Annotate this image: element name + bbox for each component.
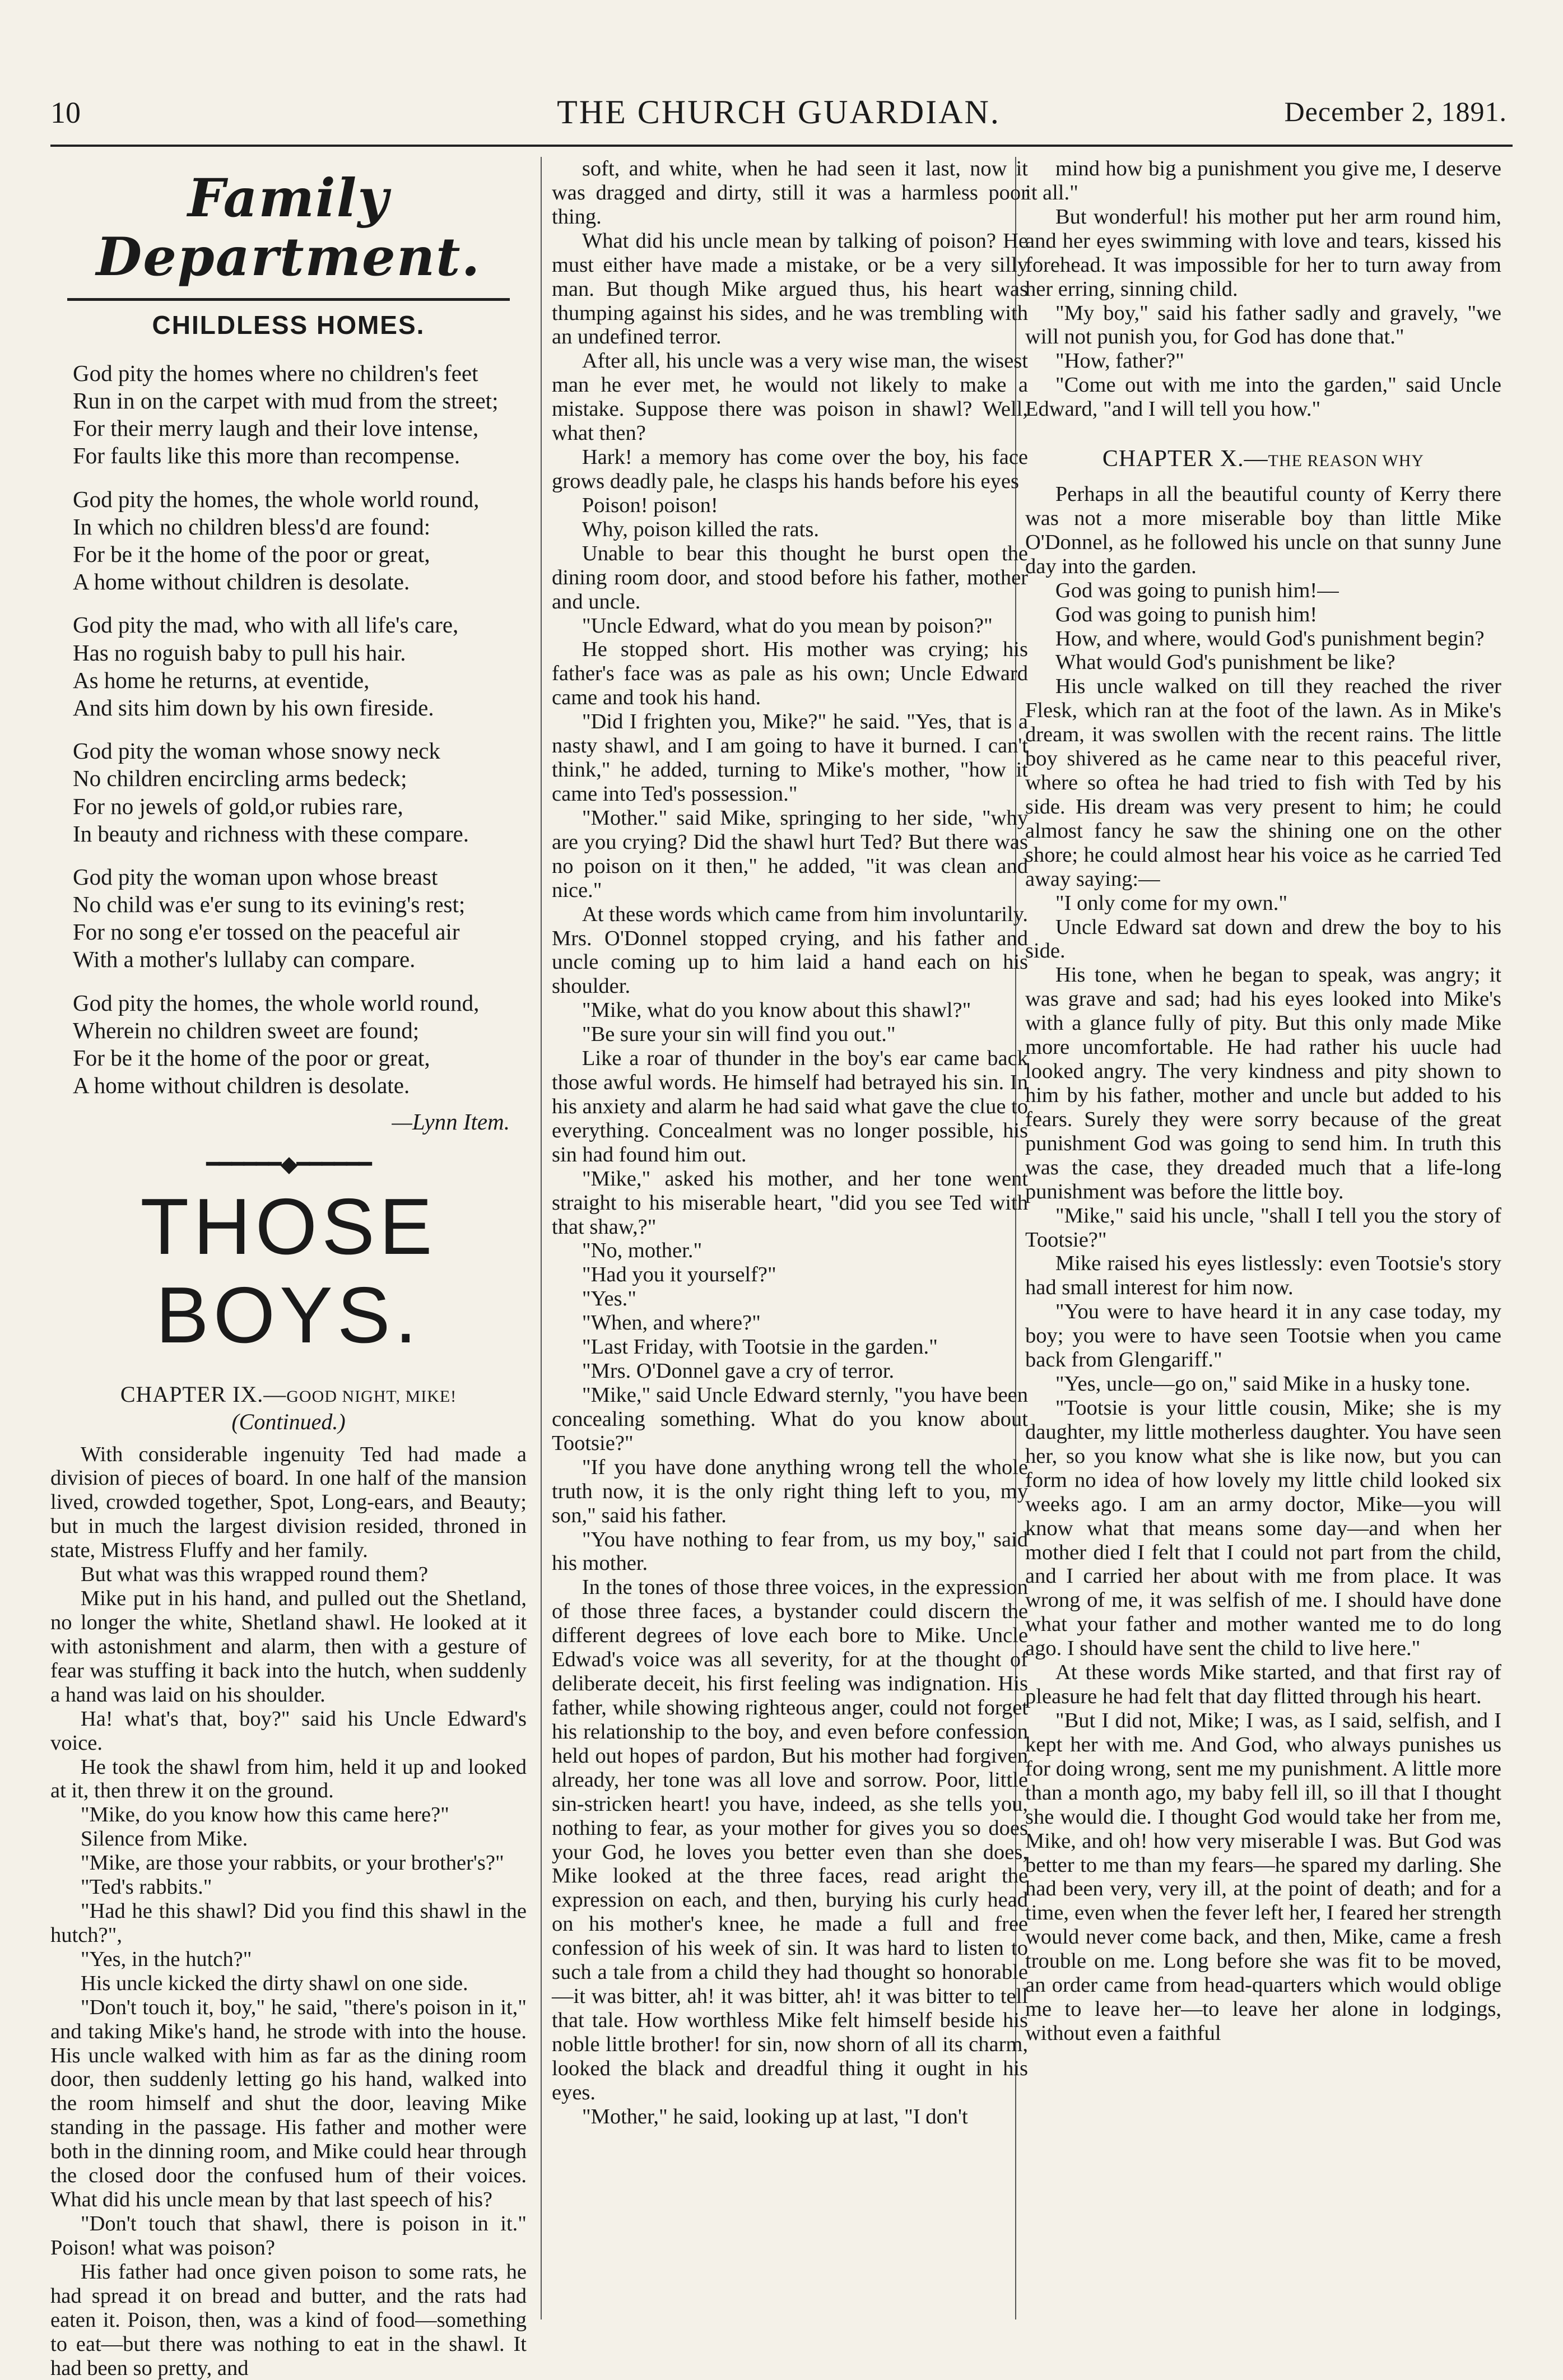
chapter-heading [1025, 446, 1501, 472]
poem-line: As home he returns, at eventide, [73, 667, 370, 693]
issue-date: December 2, 1891. [1284, 96, 1507, 127]
paragraph: "You have nothing to fear from, us my boy," said his mother. [552, 1527, 1028, 1575]
paragraph: He took the shawl from him, held it up and looked at it, then threw it on the ground. [50, 1755, 527, 1803]
poem-line: God pity the woman upon whose breast [73, 863, 438, 890]
paragraph: "Tootsie is your little cousin, Mike; she is my daughter, my little motherless daughter. You have seen her, so you know what she is like now, but you can form no idea of how lovely my little child looked six weeks ago. I am an army doctor, Mike—you will know what that means some day—and when her mother died I felt that I could not part from the child, and I carried her about with me from place. It was wrong of me, it was selfish of me. I should have done what your father and mother wanted me to do long ago. I should have sent the child to live here." [1025, 1396, 1501, 1661]
paragraph: "Mike, are those your rabbits, or your brother's?" [80, 1851, 504, 1875]
poem-line: A home without children is desolate. [73, 1072, 410, 1099]
paragraph: "Yes." [582, 1287, 636, 1311]
column-3-text-a [1025, 157, 1501, 421]
chapter-number: CHAPTER IX.— [120, 1382, 287, 1407]
poem-line: For faults like this more than recompense. [73, 443, 460, 469]
poem-line: God pity the mad, who with all life's care, [73, 612, 459, 638]
paragraph: But wonderful! his mother put her arm round him, and her eyes swimming with love and tears, kissed his forehead. It was impossible for her to turn away from her erring, sinning child. [1025, 204, 1501, 301]
paragraph: "Mike," said Uncle Edward sternly, "you have been concealing something. What do you know about Tootsie?" [552, 1383, 1028, 1455]
section-rule [67, 298, 510, 301]
paragraph: "You were to have heard it in any case today, my boy; you were to have seen Tootsie when you came back from Glengariff." [1025, 1300, 1501, 1372]
paragraph: Like a roar of thunder in the boy's ear came back those awful words. He himself had betrayed his sin. In his anxiety and alarm he had said what gave the clue to everything. Concealment was no longer possible, his sin had found him out. [552, 1047, 1028, 1166]
paragraph: "How, father?" [1055, 349, 1184, 373]
paragraph: But what was this wrapped round them? [80, 1563, 429, 1587]
poem-line: Has no roguish baby to pull his hair. [73, 639, 406, 666]
poem-line: God pity the homes where no children's feet [73, 360, 478, 386]
paragraph: "Had he this shawl? Did you find this shawl in the hutch?", [50, 1899, 527, 1947]
paragraph: "Be sure your sin will find you out." [582, 1022, 896, 1047]
poem-attribution: —Lynn Item. [392, 1109, 510, 1135]
poem-line: Wherein no children sweet are found; [73, 1017, 420, 1043]
paragraph: "Had you it yourself?" [582, 1263, 776, 1287]
poem-stanza [73, 360, 527, 470]
column-1 [50, 157, 527, 2380]
paragraph: "If you have done anything wrong tell the whole truth now, it is the only right thing left to you, my son," said his father. [552, 1455, 1028, 1527]
paragraph: "But I did not, Mike; I was, as I said, selfish, and I kept her with me. And God, who always punishes us for doing wrong, sent me my punishment. A little more than a month ago, my baby fell ill, so ill that I thought she would die. I thought God would take her from me, Mike, and oh! how very miserable I was. But God was better to me than my fears—he spared my darling. She had been very, very ill, at the point of death; and for a time, even when the fever left her, I feared her strength would never come back, and then, Mike, came a fresh trouble on me. Long before she was fit to be moved, an order came from head-quarters which would oblige me to leave her—to leave her alone in lodgings, without even a faithful [1025, 1708, 1501, 2045]
column-2 [552, 157, 1028, 2129]
paragraph: With considerable ingenuity Ted had made a division of pieces of board. In one half of the mansion lived, crowded together, Spot, Long-ears, and Beauty; but in much the largest division resided, throned in state, Mistress Fluffy and her family. [50, 1442, 527, 1563]
paragraph: "Mike," said his uncle, "shall I tell you the story of Tootsie?" [1025, 1203, 1501, 1252]
chapter-subtitle: THE REASON WHY [1268, 452, 1425, 471]
poem-line: For no song e'er tossed on the peaceful air [73, 919, 460, 945]
poem-line: God pity the homes, the whole world round, [73, 989, 480, 1016]
paragraph: Silence from Mike. [80, 1827, 248, 1851]
paragraph: After all, his uncle was a very wise man, the wisest man he ever met, he would not likely to make a mistake. Suppose there was poison in shawl? Well, what then? [552, 349, 1028, 445]
poem-stanza [73, 737, 527, 848]
paragraph: "I only come for my own." [1055, 891, 1288, 915]
paragraph: God was going to punish him!— [1055, 578, 1339, 602]
paragraph: Why, poison killed the rats. [582, 517, 819, 541]
column-1-text [50, 1443, 527, 2380]
paragraph: At these words which came from him involuntarily. Mrs. O'Donnel stopped crying, and his father and uncle coming up to him laid a hand each on his shoulder. [552, 902, 1028, 998]
paragraph: "Mike, do you know how this came here?" [80, 1803, 449, 1827]
paragraph: His uncle walked on till they reached the river Flesk, which ran at the foot of the lawn. As in Mike's dream, it was swollen with the recent rains. The little boy shivered as he came near to this peaceful river, where so oftea he had tried to fish with Ted by his side. His dream was very present to him; he could almost fancy he saw the shining one on the other shore; he could almost hear his voice as he carried Ted away saying:— [1025, 675, 1501, 891]
poem-line: For their merry laugh and their love intense, [73, 415, 479, 441]
poem-title: CHILDLESS HOMES. [152, 310, 425, 340]
chapter-heading [50, 1382, 527, 1407]
paragraph: "Don't touch it, boy," he said, "there's poison in it," and taking Mike's hand, he strode with into the house. His uncle walked with him as far as the dining room door, then suddenly letting go his hand, walked into the room himself and shut the door, leaving Mike standing in the passage. His father and mother were both in the dinning room, and Mike could hear through the closed door the confused hum of their voices. What did his uncle mean by that last speech of his? [50, 1995, 527, 2212]
paragraph: How, and where, would God's punishment begin? [1055, 626, 1485, 650]
paragraph: "No, mother." [582, 1239, 703, 1263]
column-3-text-b [1025, 482, 1501, 2046]
paragraph: "Come out with me into the garden," said Uncle Edward, "and I will tell you how." [1025, 373, 1501, 421]
poem-stanza [73, 863, 527, 974]
paragraph: Hark! a memory has come over the boy, his face grows deadly pale, he clasps his hands before his eyes [552, 445, 1028, 493]
poem-line: And sits him down by his own fireside. [73, 694, 434, 720]
paragraph: soft, and white, when he had seen it last, now it was dragged and dirty, still it was a harmless poor thing. [552, 157, 1028, 229]
paragraph: What would God's punishment be like? [1055, 650, 1395, 675]
paragraph: "Don't touch that shawl, there is poison in it." Poison! what was poison? [50, 2212, 527, 2260]
chapter-subtitle: GOOD NIGHT, MIKE! [286, 1387, 457, 1406]
poem-line: With a mother's lullaby can compare. [73, 946, 416, 973]
paragraph: "When, and where?" [582, 1311, 761, 1335]
continued-note: (Continued.) [231, 1409, 346, 1434]
paragraph: His uncle kicked the dirty shawl on one side. [80, 1971, 468, 1995]
poem-line: God pity the homes, the whole world round, [73, 486, 480, 512]
poem-line: In which no children bless'd are found: [73, 513, 431, 540]
chapter-number: CHAPTER X.— [1102, 446, 1268, 472]
poem-stanza [73, 989, 527, 1100]
poem-line: Run in on the carpet with mud from the street; [73, 388, 499, 414]
paragraph: Uncle Edward sat down and drew the boy to his side. [1025, 915, 1501, 963]
paragraph: "Yes, uncle—go on," said Mike in a husky tone. [1055, 1372, 1471, 1396]
paragraph: "Did I frighten you, Mike?" he said. "Yes, that is a nasty shawl, and I am going to have it burned. I can't think," he added, turning to Mike's mother, "how it came into Ted's possession." [552, 710, 1028, 806]
poem-body [50, 360, 527, 1100]
paragraph: What did his uncle mean by talking of poison? He must either have made a mistake, or be a very silly man. But though Mike argued thus, his heart was thumping against his sides, and he was trembling with an undefined terror. [552, 229, 1028, 349]
paragraph: Ha! what's that, boy?" said his Uncle Edward's voice. [50, 1707, 527, 1755]
department-heading: Family Department. [96, 168, 481, 288]
paragraph: God was going to punish him! [1055, 602, 1318, 626]
page-header [50, 84, 1507, 134]
poem-line: No child was e'er sung to its evining's rest; [73, 891, 466, 918]
paragraph: "Mike, what do you know about this shawl?" [582, 998, 971, 1022]
page-number: 10 [50, 96, 81, 129]
paragraph: Mike raised his eyes listlessly: even Tootsie's story had small interest for him now. [1025, 1252, 1501, 1300]
paragraph: "Last Friday, with Tootsie in the garden." [582, 1335, 938, 1359]
paragraph: Poison! poison! [582, 493, 718, 517]
paragraph: His tone, when he began to speak, was angry; it was grave and sad; had his eyes looked into Mike's with a glance fully of pity. But this only made Mike more uncomfortable. He had rather his uucle had looked angry. The very kindness and pity shown to him by his father, mother and uncle but added to his fears. Surely they were sorry because of the great punishment God was going to send him. In truth this was the case, they dreaded much that a life-long punishment was before the little boy. [1025, 963, 1501, 1203]
paper-title: THE CHURCH GUARDIAN. [557, 94, 1001, 131]
paragraph: Perhaps in all the beautiful county of Kerry there was not a more miserable boy than little Mike O'Donnel, as he followed his uncle on that sunny June day into the garden. [1025, 482, 1501, 578]
paragraph: "Uncle Edward, what do you mean by poison?" [582, 613, 993, 638]
column-2-text [552, 157, 1028, 2129]
poem-stanza [73, 611, 527, 722]
paragraph: At these words Mike started, and that first ray of pleasure he had felt that day flitted through his heart. [1025, 1661, 1501, 1709]
paragraph: "Mother," he said, looking up at last, "I don't [582, 2104, 968, 2128]
paragraph: "Mother." said Mike, springing to her side, "why are you crying? Did the shawl hurt Ted? But there was no poison on it then," he added, "it was clean and nice." [552, 806, 1028, 902]
poem-line: For no jewels of gold,or rubies rare, [73, 793, 403, 819]
poem-line: No children encircling arms bedeck; [73, 765, 407, 792]
story-title: THOSE BOYS. [140, 1182, 437, 1360]
paragraph: "Ted's rabbits." [80, 1875, 212, 1899]
paragraph: "Mrs. O'Donnel gave a cry of terror. [582, 1359, 895, 1383]
poem-line: In beauty and richness with these compare. [73, 820, 469, 847]
paragraph: "Mike," asked his mother, and her tone went straight to his miserable heart, "did you see Ted with that shaw,?" [552, 1166, 1028, 1239]
paragraph: His father had once given poison to some rats, he had spread it on bread and butter, and the rats had eaten it. Poison, then, was a kind of food—something to eat—but there was nothing to eat in the shawl. It had been so pretty, and [50, 2260, 527, 2380]
column-3 [1025, 157, 1501, 2046]
paragraph: mind how big a punishment you give me, I deserve it all." [1025, 157, 1501, 204]
paragraph: "My boy," said his father sadly and gravely, "we will not punish you, for God has done that." [1025, 301, 1501, 349]
paragraph: "Yes, in the hutch?" [80, 1947, 252, 1971]
paragraph: Unable to bear this thought he burst open the dining room door, and stood before his father, mother and uncle. [552, 541, 1028, 613]
poem-line: A home without children is desolate. [73, 569, 410, 595]
poem-line: For be it the home of the poor or great, [73, 1045, 430, 1071]
paragraph: In the tones of those three voices, in the expression of those three faces, a bystander could discern the different degrees of love each bore to Mike. Uncle Edwad's voice was all severity, for at the thought of deliberate deceit, his first feeling was indignation. His father, while showing righteous anger, could not forget his relationship to the boy, and even before confession held out hopes of pardon, But his mother had forgiven already, her tone was all love and sorrow. Poor, little sin-stricken heart! you have, indeed, as she tells you, nothing to fear, as your mother for gives you so does your God, he loves you better even than she does, Mike looked at the three faces, read aright the expression on each, and then, burying his curly head on his mother's knee, he made a full and free confession of his week of sin. It was hard to listen to such a tale from a child they had thought so honorable—it was bitter, ah! it was bitter, ah! it was bitter to tell that tale. How worthless Mike felt himself beside his noble little brother! for sin, now shorn of all its charm, looked the black and dreadful thing it ought in his eyes. [552, 1575, 1028, 2104]
poem-line: For be it the home of the poor or great, [73, 541, 430, 567]
paragraph: Mike put in his hand, and pulled out the Shetland, no longer the white, Shetland shawl. He looked at it with astonishment and alarm, then with a gesture of fear was stuffing it back into the hutch, when suddenly a hand was laid on his shoulder. [50, 1587, 527, 1707]
paragraph: He stopped short. His mother was crying; his father's face was as pale as his own; Uncle Edward came and took his hand. [552, 638, 1028, 710]
header-rule [50, 145, 1513, 147]
ornamental-divider: ━━━━━━◆━━━━━━ [206, 1151, 371, 1177]
poem-stanza [73, 486, 527, 596]
column-divider [541, 157, 542, 2319]
poem-line: God pity the woman whose snowy neck [73, 738, 440, 764]
